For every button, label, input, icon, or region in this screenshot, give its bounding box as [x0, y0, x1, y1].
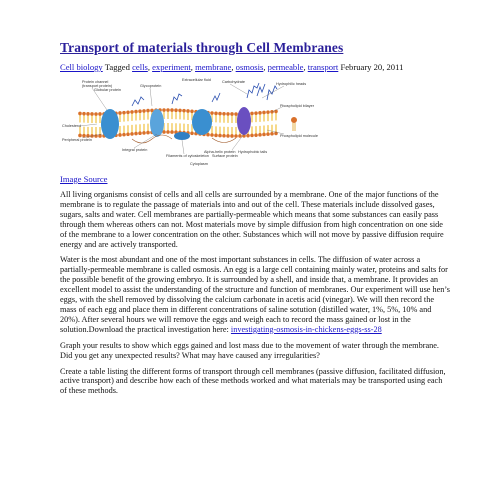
phospholipid-head [234, 134, 238, 138]
phospholipid-head [230, 134, 234, 138]
phospholipid-head [142, 131, 146, 135]
image-source-line [60, 174, 450, 184]
phospholipid-head [126, 132, 130, 136]
article-title[interactable]: Transport of materials through Cell Membranes [60, 40, 344, 55]
phospholipid-head [142, 109, 146, 113]
tag-link-experiment[interactable]: experiment [152, 62, 191, 72]
tag-link-permeable[interactable]: permeable [267, 62, 304, 72]
phospholipid-head [182, 109, 186, 113]
phospholipid-head [94, 112, 98, 116]
phospholipid-head [78, 112, 82, 116]
label-alpha-helix: Alpha-helix protein [204, 150, 236, 154]
phospholipid-head [262, 111, 266, 115]
integral-protein-shape [101, 109, 119, 139]
phospholipid-head [266, 132, 270, 136]
label-extracellular-fluid: Extracellular fluid [182, 78, 211, 82]
phospholipid-head [122, 133, 126, 137]
paragraph-graph: Graph your results to show which eggs gained and lost mass due to the movement of water through the membrane. Did you get any unexpected results? What may have caused any irregularities? [60, 340, 439, 360]
phospholipid-head [218, 112, 222, 116]
phospholipid-head [78, 134, 82, 138]
phospholipid-head [86, 112, 90, 116]
cell-membrane-diagram [62, 76, 322, 168]
phospholipid-head [138, 109, 142, 113]
phospholipid-head [146, 131, 150, 135]
phospholipid-head [126, 110, 130, 114]
phospholipid-head [246, 134, 250, 138]
phospholipid-head [214, 134, 218, 138]
phospholipid-head [222, 134, 226, 138]
phospholipid-head [174, 108, 178, 112]
paragraph-water-text: Water is the most abundant and one of the most important substances in cells. The diffusion of water across a partially-permeable membrane is called osmosis. An egg is a large cell containing mainly water, proteins and salts for the possible benefit of the growing embryo. It is surrounded by a shell, and inside that, a membrane. It provides an excellent model to assist the understanding of the structure and function of membranes. Our experiment will use hen’s eggs, with the shell removed by dissolving the calcium carbonate in acetis acid (vinegar). We will then record the mass of each egg and place them in different concentrations of saline sotution (distilled water, 1%, 5%, 10% and 20%). After several hours we will remove the eggs and weigh each to record the mass gained or lost in the solution.Download the practical investigation here: [60, 255, 450, 334]
phospholipid-head [250, 134, 254, 138]
phospholipid-head [238, 134, 242, 138]
phospholipid-head [214, 112, 218, 116]
phospholipid-head [270, 110, 274, 114]
phospholipid-molecule-icon [291, 117, 297, 123]
category-link[interactable]: Cell biology [60, 62, 103, 72]
phospholipid-head [222, 112, 226, 116]
phospholipid-head [258, 133, 262, 137]
tag-link-osmosis[interactable]: osmosis [235, 62, 264, 72]
label-hydrophilic-heads: Hydrophilic heads [276, 82, 307, 86]
phospholipid-head [254, 111, 258, 115]
label-protein-channel: Protein channel [82, 80, 109, 84]
post-meta: Cell biology Tagged cells, experiment, membrane, osmosis, permeable, transport February 20, 2011 [60, 62, 404, 72]
label-cytoplasm: Cytoplasm [190, 162, 208, 166]
phospholipid-head [230, 112, 234, 116]
phospholipid-head [162, 108, 166, 112]
phospholipid-head [226, 112, 230, 116]
label-phospholipid-molecule: Phospholipid molecule [280, 134, 318, 138]
post-date: February 20, 2011 [340, 62, 404, 72]
tag-link-cells[interactable]: cells [132, 62, 148, 72]
label-transport-protein: (transport protein) [82, 84, 113, 88]
paragraph-water [60, 255, 450, 334]
phospholipid-head [134, 132, 138, 136]
phospholipid-head [94, 134, 98, 138]
phospholipid-head [166, 108, 170, 112]
download-investigation-link[interactable]: investigating-osmosis-in-chickens-eggs-ss-28 [230, 324, 382, 334]
phospholipid-head [218, 134, 222, 138]
phospholipid-head [210, 111, 214, 115]
label-surface-protein: Surface protein [212, 154, 238, 158]
phospholipid-head [98, 112, 102, 116]
label-glycoprotein: Glycoprotein [140, 84, 162, 88]
tagged-label: Tagged [104, 62, 130, 72]
phospholipid-head [250, 112, 254, 116]
tag-link-membrane[interactable]: membrane [195, 62, 232, 72]
label-peripheral-protein: Peripheral protein [62, 138, 92, 142]
phospholipid-head [226, 134, 230, 138]
phospholipid-head [186, 109, 190, 113]
phospholipid-head [170, 130, 174, 134]
phospholipid-head [138, 131, 142, 135]
phospholipid-head [118, 111, 122, 115]
paragraph-table: Create a table listing the different forms of transport through cell membranes (passive diffusion, facilitated diffusion, active transport) and describe how each of these methods worked and what materials may be transported using each of these methods. [60, 366, 446, 396]
phospholipid-head [234, 112, 238, 116]
phospholipid-head [82, 112, 86, 116]
image-source-link[interactable]: Image Source [60, 174, 108, 184]
phospholipid-head [82, 134, 86, 138]
phospholipid-head [262, 133, 266, 137]
phospholipid-head [270, 132, 274, 136]
phospholipid-head [210, 133, 214, 137]
tag-link-transport[interactable]: transport [307, 62, 339, 72]
phospholipid-head [122, 111, 126, 115]
label-carbohydrate: Carbohydrate [222, 80, 246, 84]
phospholipid-head [258, 111, 262, 115]
phospholipid-head [254, 133, 258, 137]
phospholipid-head [190, 109, 194, 113]
phospholipid-head [90, 112, 94, 116]
label-hydrophobic-tails: Hydrophobic tails [238, 150, 268, 154]
phospholipid-head [130, 110, 134, 114]
label-phospholipid-bilayer: Phospholipid bilayer [280, 104, 314, 108]
phospholipid-head [134, 110, 138, 114]
phospholipid-head [266, 110, 270, 114]
phospholipid-head [118, 133, 122, 137]
phospholipid-head [146, 109, 150, 113]
phospholipid-head [166, 130, 170, 134]
label-cholesterol: Cholesterol [62, 124, 82, 128]
phospholipid-head [170, 108, 174, 112]
phospholipid-head [130, 132, 134, 136]
label-globular-protein: Globular protein [94, 88, 122, 92]
phospholipid-head [190, 131, 194, 135]
paragraph-intro: All living organisms consist of cells and all cells are surrounded by a membrane. One of the major functions of the membrane is to regulate the passage of materials into and out of the cell. These materials include dissolved gases, sugars, salts and water. Cell membranes are partially-permeable which means that some substances can easily pass through them whereas others can not. Most materials move by simple diffusion from high concentration on one side of the membrane to a lower concentration on the other. Substances which will not move by passive diffusion require energy and are actively transported. [60, 190, 444, 249]
article [60, 40, 450, 402]
phospholipid-head [178, 109, 182, 113]
label-filaments: Filaments of cytoskeleton [166, 154, 209, 158]
label-integral-protein: Integral protein [122, 148, 148, 152]
